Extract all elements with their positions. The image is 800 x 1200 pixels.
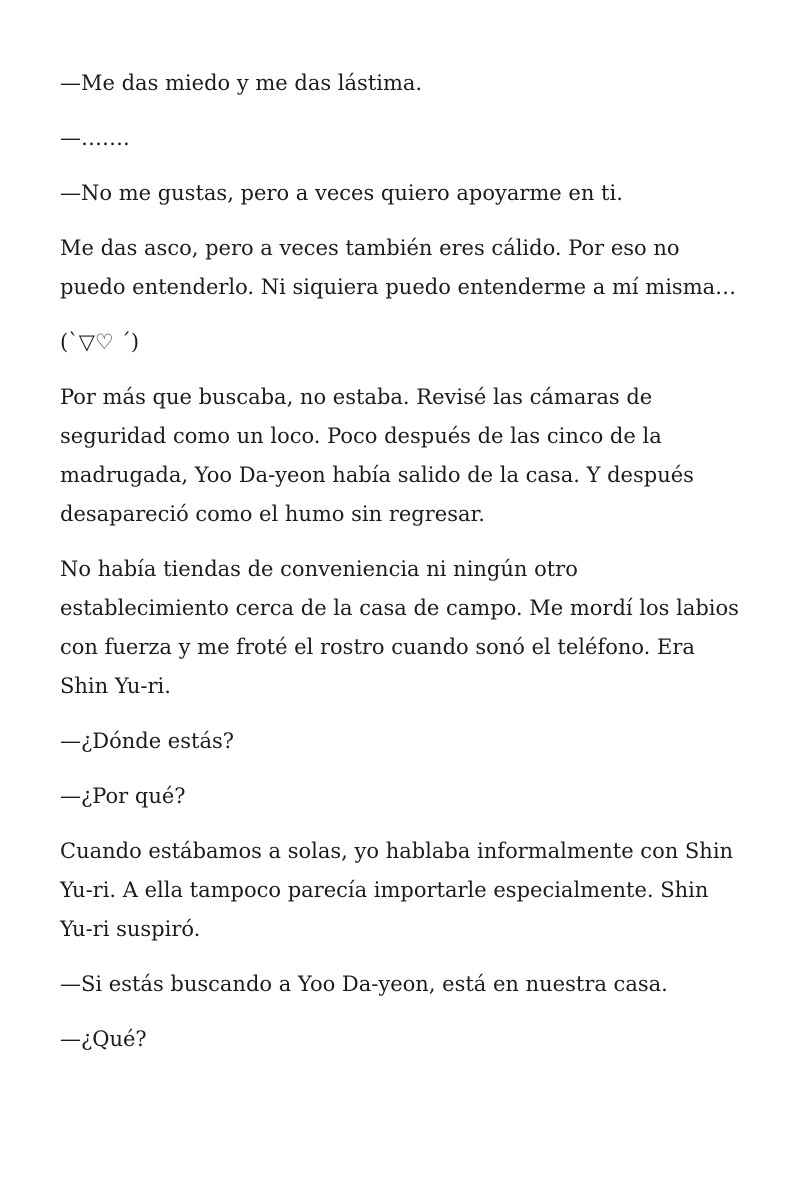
section-divider: (ˋ▽♡ ˊ) [60,330,140,354]
dialogue-line: —¿Dónde estás? [60,729,235,753]
dialogue-line: —……. [60,126,130,150]
dialogue-line: —¿Por qué? [60,784,186,808]
dialogue-line: —¿Qué? [60,1027,147,1051]
dialogue-line: —No me gustas, pero a veces quiero apoyarme en ti. [60,181,623,205]
dialogue-line: —Me das miedo y me das lástima. [60,71,423,95]
narration-paragraph: Por más que buscaba, no estaba. Revisé las cámaras de seguridad como un loco. Poco después de las cinco de la madrugada, Yoo Da-yeon había salido de la casa. Y después desapareció como el humo sin regresar. [60,385,694,526]
narration-paragraph: Cuando estábamos a solas, yo hablaba informalmente con Shin Yu-ri. A ella tampoco parecía importarle especialmente. Shin Yu-ri suspiró. [60,839,734,941]
narration-paragraph: No había tiendas de conveniencia ni ningún otro establecimiento cerca de la casa de campo. Me mordí los labios con fuerza y me froté el rostro cuando sonó el teléfono. Era Shin Yu-ri. [60,557,739,698]
dialogue-line: —Si estás buscando a Yoo Da-yeon, está en nuestra casa. [60,972,668,996]
narration-paragraph: Me das asco, pero a veces también eres cálido. Por eso no puedo entenderlo. Ni siquiera puedo entenderme a mí misma… [60,236,737,299]
